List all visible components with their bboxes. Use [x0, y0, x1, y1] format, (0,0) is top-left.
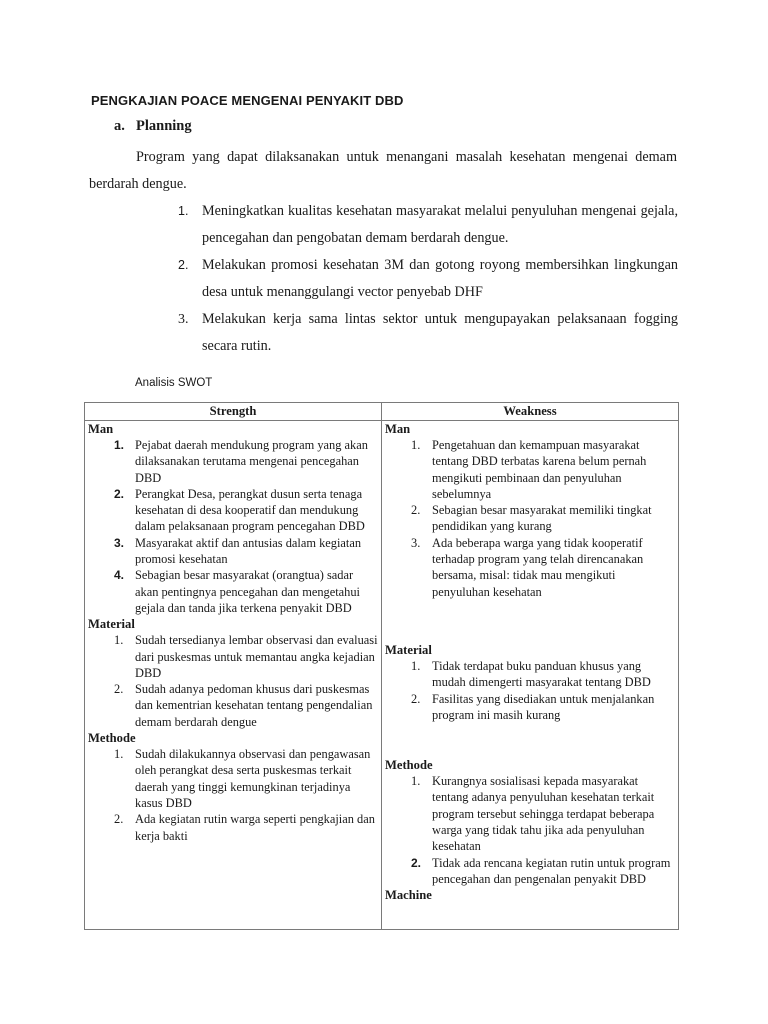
section-heading — [114, 118, 192, 135]
item-text: Sudah tersedianya lembar observasi dan evaluasi dari puskesmas untuk memantau angka kejadian DBD — [135, 633, 378, 680]
item-text: Kurangnya sosialisasi kepada masyarakat tentang adanya penyuluhan kesehatan terkait program tersebut sehingga terdapat beberapa warga yang tidak tahu jika ada penyuluhan kesehatan — [432, 774, 655, 854]
document-title: PENGKAJIAN POACE MENGENAI PENYAKIT DBD — [91, 93, 404, 108]
item-text: Sudah adanya pedoman khusus dari puskesmas dan kementrian kesehatan tentang pengendalian demam berdarah dengue — [135, 682, 373, 729]
spacer — [385, 723, 675, 757]
item-text: Sebagian besar masyarakat (orangtua) sadar akan pentingnya pencegahan dan mengetahui gejala dan tanda jika terkena penyakit DBD — [135, 568, 361, 615]
planning-item-number: 2. — [178, 258, 189, 272]
item-text: Tidak ada rencana kegiatan rutin untuk program pencegahan dan pengenalan penyakit DBD — [432, 855, 671, 886]
item-number: 4. — [114, 568, 125, 583]
planning-item-text: Meningkatkan kualitas kesehatan masyarakat melalui penyuluhan mengenai gejala, pencegahan dan pengobatan demam berdarah dengue. — [202, 203, 678, 246]
item-number: 1. — [114, 747, 124, 762]
item-text: Pengetahuan dan kemampuan masyarakat tentang DBD terbatas karena belum pernah mengikuti pembinaan dan penyuluhan sebelumnya — [432, 438, 647, 501]
planning-item-number: 3. — [178, 312, 189, 327]
strength-header: Strength — [85, 403, 382, 421]
list-item — [385, 437, 675, 502]
list-item — [385, 773, 675, 854]
item-number: 2. — [411, 855, 422, 870]
item-text: Pejabat daerah mendukung program yang akan dilaksanakan terutama mengenai pencegahan DBD — [135, 438, 368, 485]
item-text: Ada beberapa warga yang tidak kooperatif terhadap program yang telah direncanakan bersama, misal: tidak mau mengikuti penyuluhan kesehatan — [432, 535, 644, 599]
item-text: Sudah dilakukannya observasi dan pengawasan oleh perangkat desa serta puskesmas terkait daerah yang tinggi kemungkinan terjadinya kasus DBD — [135, 747, 371, 810]
intro-paragraph: Program yang dapat dilaksanakan untuk menangani masalah kesehatan mengenai demam berdarah dengue. — [89, 149, 677, 192]
planning-item-text: Melakukan promosi kesehatan 3M dan gotong royong membersihkan lingkungan desa untuk menanggulangi vector penyebab DHF — [202, 257, 678, 300]
item-number: 1. — [114, 438, 125, 452]
list-item — [88, 811, 378, 844]
list-item — [88, 746, 378, 811]
item-number: 1. — [411, 438, 421, 452]
section-heading-text: Planning — [136, 118, 192, 134]
strength-cell — [85, 421, 382, 930]
swot-body-row — [85, 421, 679, 930]
planning-list — [178, 198, 678, 360]
list-item — [88, 681, 378, 730]
weakness-man-list — [385, 437, 675, 600]
spacer — [385, 600, 675, 642]
list-item — [88, 535, 378, 568]
planning-item-number: 1. — [178, 204, 189, 218]
weakness-machine-label: Machine — [385, 888, 432, 903]
list-item — [88, 632, 378, 681]
swot-table — [84, 402, 679, 930]
list-item — [88, 437, 378, 486]
planning-item — [178, 306, 678, 360]
item-number: 1. — [411, 658, 421, 673]
list-item — [385, 855, 675, 888]
weakness-methode-list — [385, 773, 675, 887]
item-number: 3. — [411, 535, 421, 550]
swot-label: Analisis SWOT — [135, 377, 213, 389]
strength-material-list — [88, 632, 378, 730]
list-item — [385, 658, 675, 691]
strength-methode-label: Methode — [88, 731, 136, 746]
list-item — [385, 535, 675, 600]
planning-item — [178, 252, 678, 306]
weakness-methode-label: Methode — [385, 758, 433, 773]
swot-header-row — [85, 403, 679, 421]
item-number: 2. — [411, 691, 421, 706]
item-text: Ada kegiatan rutin warga seperti pengkajian dan kerja bakti — [135, 812, 375, 843]
list-item — [88, 567, 378, 616]
list-item — [88, 486, 378, 535]
item-text: Masyarakat aktif dan antusias dalam kegiatan promosi kesehatan — [135, 535, 362, 567]
item-text: Sebagian besar masyarakat memiliki tingkat pendidikan yang kurang — [432, 503, 652, 534]
item-number: 2. — [114, 812, 124, 827]
weakness-cell — [382, 421, 679, 930]
strength-man-label: Man — [88, 422, 114, 436]
item-text: Perangkat Desa, perangkat dusun serta tenaga kesehatan di desa kooperatif dan mendukung dalam pelaksanaan program pencegahan DBD — [135, 486, 365, 534]
weakness-man-label: Man — [385, 422, 411, 436]
strength-man-list — [88, 437, 378, 616]
item-text: Fasilitas yang disediakan untuk menjalankan program ini masih kurang — [432, 691, 655, 722]
weakness-material-label: Material — [385, 642, 432, 657]
item-number: 1. — [114, 633, 124, 648]
item-number: 3. — [114, 535, 125, 550]
section-letter: a. — [114, 118, 125, 134]
planning-item-text: Melakukan kerja sama lintas sektor untuk mengupayakan pelaksanaan fogging secara rutin. — [202, 311, 678, 354]
item-number: 2. — [411, 503, 421, 518]
item-number: 2. — [114, 682, 124, 697]
item-text: Tidak terdapat buku panduan khusus yang mudah dimengerti masyarakat tentang DBD — [432, 658, 651, 690]
list-item — [385, 691, 675, 724]
strength-methode-list — [88, 746, 378, 844]
strength-material-label: Material — [88, 617, 135, 632]
weakness-material-list — [385, 658, 675, 723]
planning-item — [178, 198, 678, 252]
weakness-header: Weakness — [382, 403, 679, 421]
list-item — [385, 502, 675, 535]
item-number: 1. — [411, 774, 421, 789]
item-number: 2. — [114, 486, 125, 501]
